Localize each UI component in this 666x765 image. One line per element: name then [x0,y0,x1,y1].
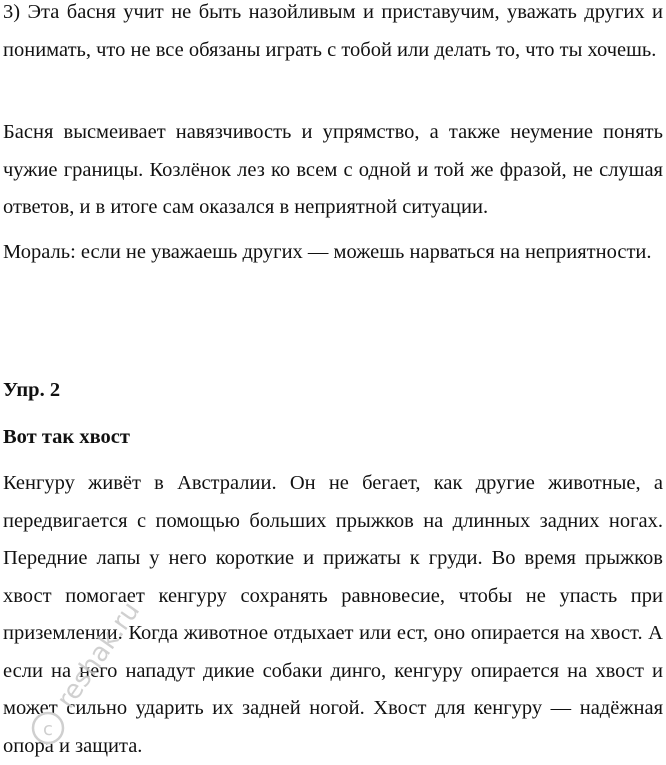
svg-text:reshak.ru: reshak.ru [51,596,147,715]
kangaroo-text-paragraph: Кенгуру живёт в Австралии. Он не бегает, как другие животные, а передвигается с помощью больших прыжков на длинных задних ногах. Передние лапы у него короткие и прижаты к груди. Во время прыжков хвост помогает кенгуру сохранять равновесие, чтобы не упасть при приземлении. Когда животное отдыхает или ест, оно опирается на хвост. А если на него нападут дикие собаки динго, кенгуру опирается на хвост и может сильно ударить их задней ногой. Хвост для кенгуру — надёжная опора и защита. [3,472,663,757]
svg-text:c: c [43,719,53,740]
exercise-number-heading: Упр. 2 [3,379,61,401]
exercise-title-heading: Вот так хвост [3,426,130,448]
fable-analysis-paragraph: Басня высмеивает навязчивость и упрямство, а также неумение понять чужие границы. Козлёнок лез ко всем с одной и той же фразой, не слушая ответов, и в итоге сам оказался в неприятной ситуации. [3,121,663,218]
fable-lesson-paragraph: 3) Эта басня учит не быть назойливым и приставучим, уважать других и понимать, что не все обязаны играть с тобой или делать то, что ты хочешь. [3,1,663,61]
moral-paragraph: Мораль: если не уважаешь других — можешь нарваться на неприятности. [3,241,652,263]
